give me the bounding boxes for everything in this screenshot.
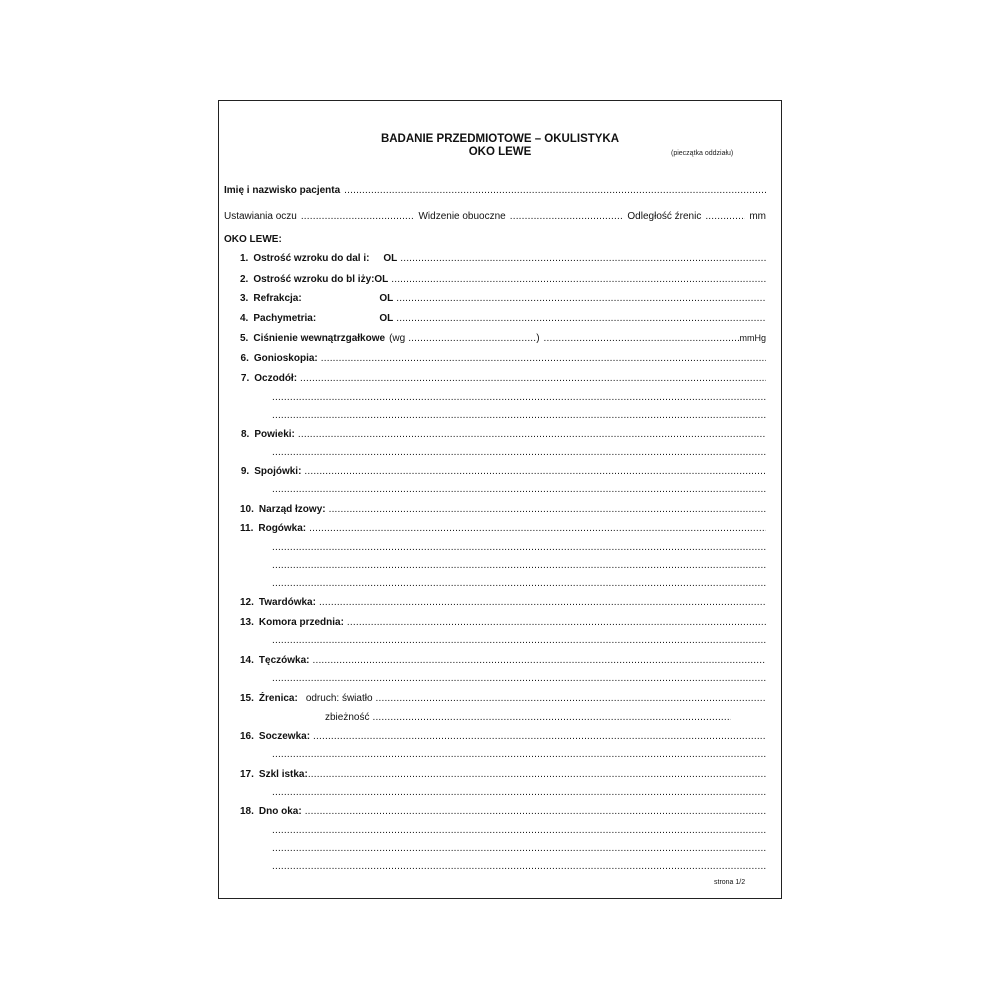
item-label: Spojówki: xyxy=(254,466,302,477)
item-label: Narząd łzowy: xyxy=(258,504,326,515)
page-number: strona 1/2 xyxy=(714,879,746,886)
item-visual-acuity-distance[interactable] xyxy=(240,252,766,265)
continuation-line[interactable] xyxy=(272,559,766,572)
item-number: 17. xyxy=(240,769,254,780)
method-blank[interactable] xyxy=(408,332,536,345)
stamp-note: (pieczątka oddziału) xyxy=(671,150,734,157)
item-vitreous[interactable] xyxy=(240,768,766,781)
pupil-distance-label: Odległość źrenic xyxy=(627,211,702,222)
answer-blank[interactable] xyxy=(376,692,766,705)
item-sclera[interactable] xyxy=(240,596,766,609)
answer-blank[interactable] xyxy=(313,730,766,743)
continuation-line[interactable] xyxy=(272,634,766,647)
continuation-line[interactable] xyxy=(272,786,766,799)
item-number: 5. xyxy=(240,333,249,344)
item-label: Refrakcja: xyxy=(253,293,302,304)
item-number: 16. xyxy=(240,731,254,742)
form-title: BADANIE PRZEDMIOTOWE – OKULISTYKA xyxy=(380,133,620,145)
wg-label: (wg xyxy=(389,333,406,344)
item-label: Pachymetria: xyxy=(253,313,317,324)
form-sheet xyxy=(218,100,782,899)
item-number: 8. xyxy=(240,429,250,440)
item-cornea[interactable] xyxy=(240,522,766,535)
pupil-convergence-field[interactable] xyxy=(325,711,731,724)
item-lacrimal[interactable] xyxy=(240,503,766,516)
answer-blank[interactable] xyxy=(544,332,740,345)
item-number: 18. xyxy=(240,806,254,817)
patient-name-field[interactable] xyxy=(224,184,766,197)
pupil-distance-unit: mm xyxy=(749,211,766,222)
ol-label: OL xyxy=(379,313,394,324)
item-intraocular-pressure[interactable] xyxy=(240,332,766,345)
item-number: 7. xyxy=(240,373,250,384)
item-number: 14. xyxy=(240,655,254,666)
answer-blank[interactable] xyxy=(400,252,766,265)
answer-blank[interactable] xyxy=(300,372,766,385)
ol-label: OL xyxy=(379,293,394,304)
binocular-blank[interactable] xyxy=(510,210,624,223)
item-label: Ciśnienie wewnątrzgałkowe xyxy=(253,333,386,344)
eye-setting-label: Ustawiania oczu xyxy=(224,211,297,222)
item-label: Gonioskopia: xyxy=(253,353,318,364)
item-label: Ostrość wzroku do dal i: xyxy=(253,253,370,264)
continuation-line[interactable] xyxy=(272,446,766,459)
continuation-line[interactable] xyxy=(272,409,766,422)
item-label: Komora przednia: xyxy=(258,617,344,628)
continuation-line[interactable] xyxy=(272,541,766,554)
item-label: Rogówka: xyxy=(258,523,307,534)
answer-blank[interactable] xyxy=(319,596,766,609)
item-label: Twardówka: xyxy=(258,597,316,608)
item-iris[interactable] xyxy=(240,654,766,667)
patient-name-label: Imię i nazwisko pacjenta xyxy=(224,185,341,196)
item-number: 1. xyxy=(240,253,249,264)
alignment-row xyxy=(224,210,766,223)
item-eyelids[interactable] xyxy=(240,428,766,441)
answer-blank[interactable] xyxy=(329,503,766,516)
item-label: Tęczówka: xyxy=(258,655,310,666)
item-anterior-chamber[interactable] xyxy=(240,616,766,629)
item-number: 9. xyxy=(240,466,250,477)
pressure-unit: mmHg xyxy=(739,333,766,343)
continuation-line[interactable] xyxy=(272,860,766,873)
eye-setting-blank[interactable] xyxy=(301,210,415,223)
item-number: 2. xyxy=(240,274,249,285)
item-label: Szkl istka: xyxy=(258,769,308,780)
continuation-line[interactable] xyxy=(272,748,766,761)
ol-label: OL xyxy=(374,274,389,285)
item-refraction[interactable] xyxy=(240,292,766,305)
ol-label: OL xyxy=(383,253,398,264)
item-conjunctiva[interactable] xyxy=(240,465,766,478)
answer-blank[interactable] xyxy=(308,768,766,781)
item-label: Dno oka: xyxy=(258,806,302,817)
convergence-label: zbieżność xyxy=(325,712,370,723)
patient-name-blank[interactable] xyxy=(344,184,766,197)
answer-blank[interactable] xyxy=(304,465,766,478)
form-subtitle: OKO LEWE xyxy=(468,146,532,158)
wg-close: ) xyxy=(536,333,540,344)
item-orbit[interactable] xyxy=(240,372,766,385)
continuation-line[interactable] xyxy=(272,672,766,685)
answer-blank[interactable] xyxy=(372,711,731,724)
item-number: 12. xyxy=(240,597,254,608)
item-number: 10. xyxy=(240,504,254,515)
item-label: Ostrość wzroku do bl iży: xyxy=(253,274,375,285)
item-label: Powieki: xyxy=(254,429,295,440)
item-number: 3. xyxy=(240,293,249,304)
item-visual-acuity-near[interactable] xyxy=(240,273,766,286)
reflex-label: odruch: światło xyxy=(305,693,373,704)
continuation-line[interactable] xyxy=(272,824,766,837)
continuation-line[interactable] xyxy=(272,842,766,855)
item-number: 4. xyxy=(240,313,249,324)
answer-blank[interactable] xyxy=(396,292,766,305)
answer-blank[interactable] xyxy=(391,273,766,286)
item-label: Źrenica: xyxy=(258,693,298,704)
item-label: Soczewka: xyxy=(258,731,311,742)
answer-blank[interactable] xyxy=(321,352,766,365)
section-label: OKO LEWE: xyxy=(224,234,282,245)
item-lens[interactable] xyxy=(240,730,766,743)
item-gonioscopy[interactable] xyxy=(240,352,766,365)
answer-blank[interactable] xyxy=(305,805,766,818)
answer-blank[interactable] xyxy=(396,312,766,325)
continuation-line[interactable] xyxy=(272,483,766,496)
continuation-line[interactable] xyxy=(272,577,766,590)
binocular-label: Widzenie obuoczne xyxy=(418,211,506,222)
item-number: 15. xyxy=(240,693,254,704)
item-pupil[interactable] xyxy=(240,692,766,705)
answer-blank[interactable] xyxy=(309,522,766,535)
item-number: 13. xyxy=(240,617,254,628)
answer-blank[interactable] xyxy=(347,616,766,629)
item-label: Oczodół: xyxy=(254,373,298,384)
item-number: 11. xyxy=(240,523,254,534)
item-pachymetry[interactable] xyxy=(240,312,766,325)
item-fundus[interactable] xyxy=(240,805,766,818)
answer-blank[interactable] xyxy=(298,428,766,441)
continuation-line[interactable] xyxy=(272,391,766,404)
answer-blank[interactable] xyxy=(312,654,766,667)
item-number: 6. xyxy=(240,353,249,364)
pupil-distance-blank[interactable] xyxy=(705,210,745,223)
